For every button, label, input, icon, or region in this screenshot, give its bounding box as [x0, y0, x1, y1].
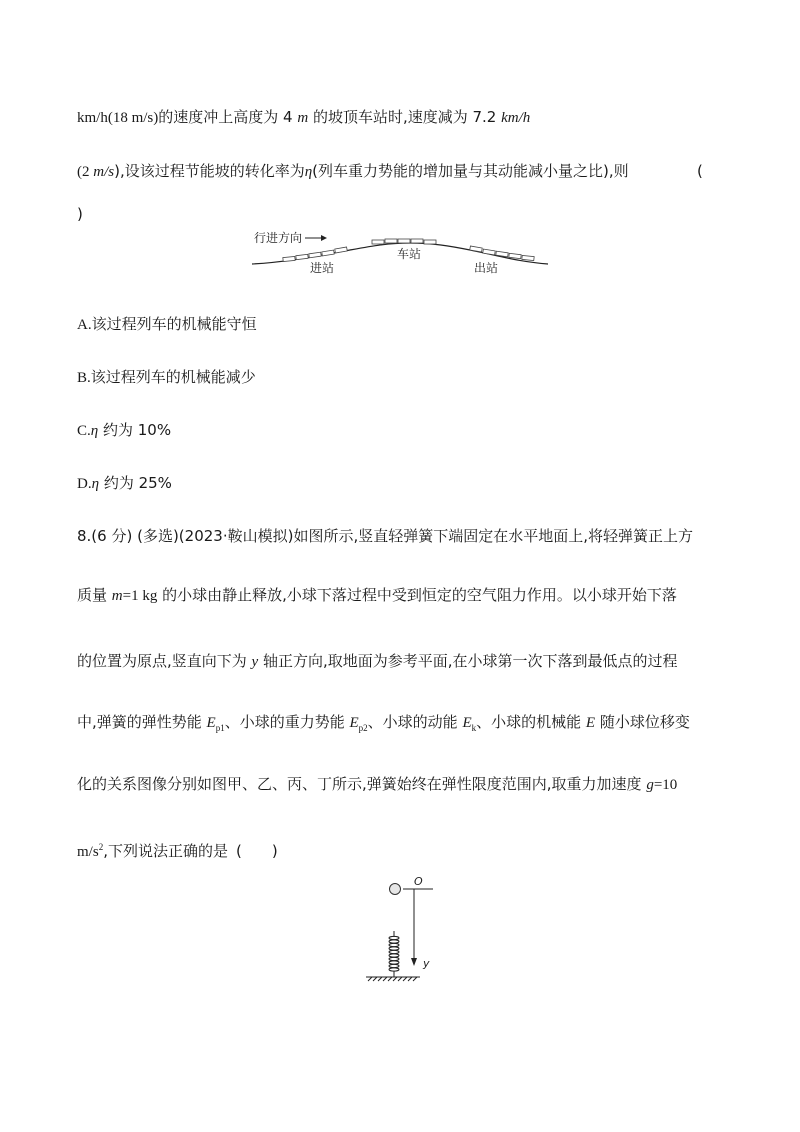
q8-line-6: $m/s^2$,下列说法正确的是 ( ) [77, 842, 278, 860]
y-axis-arrow [411, 889, 417, 966]
q8-line-5: 化的关系图像分别如图甲、乙、丙、丁所示,弹簧始终在弹性限度范围内,取重力加速度 g=10 [77, 775, 678, 793]
y-axis-label: y [423, 957, 430, 970]
option-d[interactable]: D.η 约为 25% [77, 474, 172, 492]
q8-line-2: 质量 m=1 kg 的小球由静止释放,小球下落过程中受到恒定的空气阻力作用。以小球开始下落 [77, 586, 677, 604]
answer-paren-open: ( [697, 162, 703, 180]
enter-label: 进站 [310, 261, 335, 275]
origin-label: O [414, 875, 423, 888]
spring [389, 931, 399, 977]
q8-line-1: 8.(6 分) (多选)(2023·鞍山模拟)如图所示,竖直轻弹簧下端固定在水平地面上,将轻弹簧正上方 [77, 527, 693, 545]
option-b[interactable]: B.该过程列车的机械能减少 [77, 368, 256, 386]
exit-label: 出站 [474, 261, 499, 275]
q8-line-4: 中,弹簧的弹性势能 $E_{p1}$、小球的重力势能 $E_{p2}$、小球的动能 $E_k$、小球的机械能 E 随小球位移变 [77, 713, 690, 733]
q8-line-3: 的位置为原点,竖直向下为 y 轴正方向,取地面为参考平面,在小球第一次下落到最低点的过程 [77, 652, 678, 670]
option-c[interactable]: C.η 约为 10% [77, 421, 172, 439]
option-a[interactable]: A.该过程列车的机械能守恒 [77, 315, 257, 333]
ground [366, 977, 420, 981]
station-label: 车站 [397, 247, 422, 261]
q7-line-1: km/h(18 m/s)的速度冲上高度为 4 m 的坡顶车站时,速度减为 7.2 km/h [77, 108, 531, 126]
answer-paren-close: ) [77, 205, 83, 223]
direction-label: 行进方向 [254, 231, 303, 245]
ball [390, 884, 401, 895]
q7-line-2: (2 m/s),设该过程节能坡的转化率为η(列车重力势能的增加量与其动能减小量之比),则 [77, 162, 629, 180]
